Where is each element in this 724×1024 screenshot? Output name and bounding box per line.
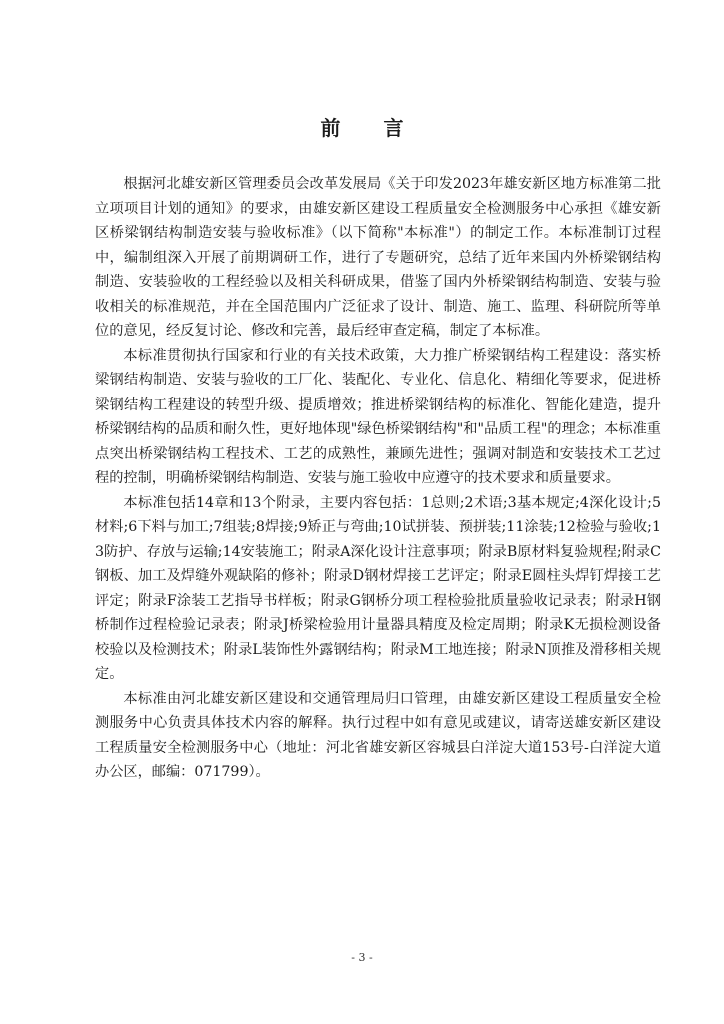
paragraph-management: 本标准由河北雄安新区建设和交通管理局归口管理，由雄安新区建设工程质量安全检测服务中心负责具体技术内容的解释。执行过程中如有意见或建议，请寄送雄安新区建设工程质量安全检测服务中心（地址：河北省雄安新区容城县白洋淀大道153号-白洋淀大道办公区，邮编：071799）。 bbox=[95, 690, 661, 780]
document-body bbox=[95, 172, 661, 785]
page-number: - 3 - bbox=[351, 951, 373, 964]
paragraph-policy: 本标准贯彻执行国家和行业的有关技术政策，大力推广桥梁钢结构工程建设：落实桥梁钢结构制造、安装与验收的工厂化、装配化、专业化、信息化、精细化等要求，促进桥梁钢结构工程建设的转型升级、提质增效；推进桥梁钢结构的标准化、智能化建造，提升桥梁钢结构的品质和耐久性，更好地体现"绿色桥梁钢结构"和"品质工程"的理念；本标准重点突出桥梁钢结构工程技术、工艺的成熟性，兼顾先进性；强调对制造和安装技术工艺过程的控制，明确桥梁钢结构制造、安装与施工验收中应遵守的技术要求和质量要求。 bbox=[95, 347, 661, 486]
page-title: 前 言 bbox=[320, 116, 422, 140]
paragraph-background: 根据河北雄安新区管理委员会改革发展局《关于印发2023年雄安新区地方标准第二批立项项目计划的通知》的要求，由雄安新区建设工程质量安全检测服务中心承担《雄安新区桥梁钢结构制造安装与验收标准》（以下简称"本标准"）的制定工作。本标准制订过程中，编制组深入开展了前期调研工作，进行了专题研究，总结了近年来国内外桥梁钢结构制造、安装验收的工程经验以及相关科研成果，借鉴了国内外桥梁钢结构制造、安装与验收相关的标准规范，并在全国范围内广泛征求了设计、制造、施工、监理、科研院所等单位的意见，经反复讨论、修改和完善，最后经审查定稿，制定了本标准。 bbox=[95, 176, 661, 339]
paragraph-contents: 本标准包括14章和13个附录，主要内容包括：1总则;2术语;3基本规定;4深化设计;5材料;6下料与加工;7组装;8焊接;9矫正与弯曲;10试拼装、预拼装;11涂装;12检验与验收;13防护、存放与运输;14安装施工；附录A深化设计注意事项；附录B原材料复验规程;附录C钢板、加工及焊缝外观缺陷的修补；附录D钢材焊接工艺评定；附录E圆柱头焊钉焊接工艺评定；附录F涂装工艺指导书样板；附录G钢桥分项工程检验批质量验收记录表；附录H钢桥制作过程检验记录表；附录J桥梁检验用计量器具精度及检定周期；附录K无损检测设备校验以及检测技术；附录L装饰性外露钢结构；附录M工地连接；附录N顶推及滑移相关规定。 bbox=[95, 494, 661, 682]
